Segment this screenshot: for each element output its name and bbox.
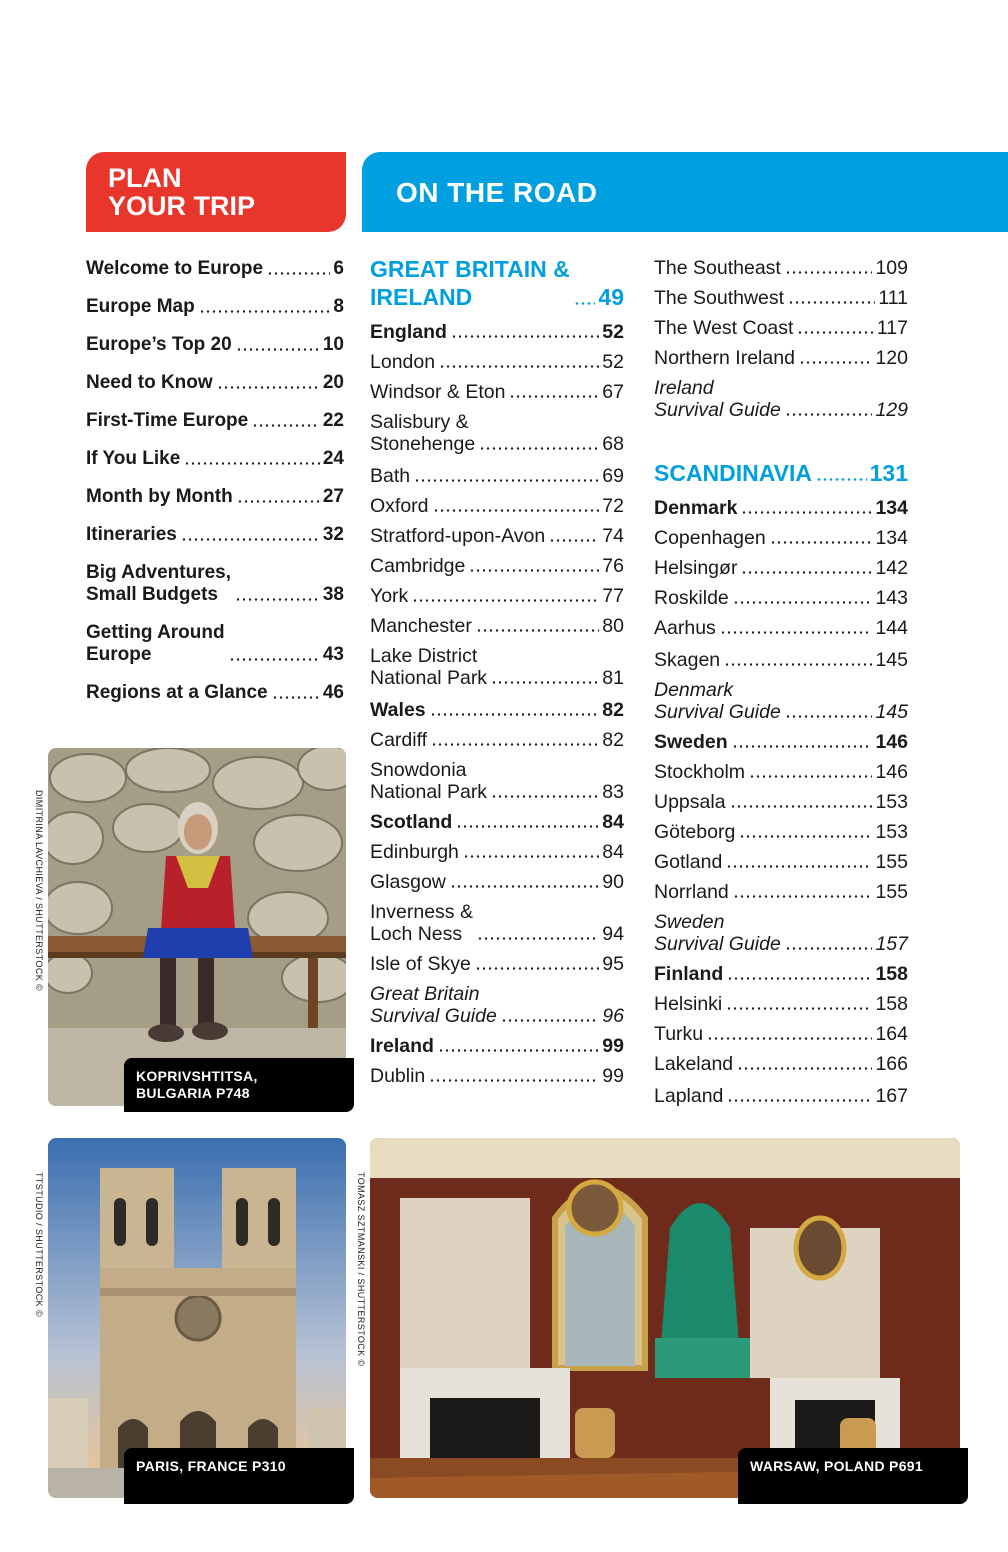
- road-entry-title: Uppsala: [654, 791, 726, 813]
- road-entry-title: Finland: [654, 963, 724, 985]
- road-entry-title: GREAT BRITAIN & IRELAND: [370, 256, 570, 310]
- road-entry-title: Gotland: [654, 851, 723, 873]
- road-entry-title: Manchester: [370, 615, 472, 637]
- road-entry[interactable]: [370, 525, 624, 547]
- dot-leader: [732, 745, 873, 748]
- dot-leader: [450, 885, 599, 888]
- dot-leader: [252, 424, 320, 427]
- road-entry-title: Salisbury & Stonehenge: [370, 411, 476, 455]
- photo-koprivshtitsa: [48, 748, 346, 1106]
- plan-trip-entry[interactable]: [86, 334, 344, 356]
- dot-leader: [741, 571, 872, 574]
- road-entry[interactable]: [370, 699, 624, 721]
- road-entry-page: 99: [602, 1035, 624, 1057]
- dot-leader: [770, 541, 873, 544]
- road-entry[interactable]: [654, 881, 908, 903]
- road-entry-page: 82: [602, 729, 624, 751]
- road-entry-title: Lakeland: [654, 1053, 734, 1075]
- road-entry-page: 94: [602, 923, 624, 945]
- plan-trip-entry-title: Regions at a Glance: [86, 682, 268, 703]
- road-entry-page: 145: [875, 701, 908, 723]
- road-entry-title: The Southwest: [654, 287, 785, 309]
- dot-leader: [707, 1037, 872, 1040]
- road-entry-page: 80: [602, 615, 624, 637]
- road-entry-title: Copenhagen: [654, 527, 766, 549]
- dot-leader: [476, 629, 599, 632]
- plan-trip-entry-title: Getting Around Europe: [86, 622, 225, 665]
- road-entry[interactable]: [370, 1035, 624, 1057]
- road-entry-page: 146: [875, 731, 908, 753]
- road-entry-title: Cardiff: [370, 729, 428, 751]
- road-entry[interactable]: [654, 257, 908, 279]
- plan-trip-entry-title: Europe Map: [86, 296, 195, 317]
- dot-leader: [785, 413, 873, 416]
- dot-leader: [727, 1099, 872, 1102]
- dot-leader: [549, 539, 599, 542]
- road-entry-page: 77: [602, 585, 624, 607]
- plan-trip-entry-title: Need to Know: [86, 372, 213, 393]
- caption-paris: [124, 1448, 354, 1504]
- road-entry[interactable]: [654, 617, 908, 639]
- road-entry-page: 68: [602, 433, 624, 455]
- road-entry-page: 143: [875, 587, 908, 609]
- caption-warsaw: [738, 1448, 968, 1504]
- plan-trip-entry-title: Big Adventures, Small Budgets: [86, 562, 231, 605]
- road-entry-title: Denmark: [654, 497, 738, 519]
- plan-your-trip-banner: [86, 152, 346, 232]
- plan-trip-entry-title: Itineraries: [86, 524, 177, 545]
- road-entry-title: England: [370, 321, 447, 343]
- photo-credit-paris: TTSTUDIO / SHUTTERSTOCK ©: [34, 1172, 44, 1317]
- road-entry[interactable]: [654, 963, 908, 985]
- plan-banner-line1: PLAN: [108, 163, 182, 193]
- dot-leader: [509, 395, 599, 398]
- plan-trip-entry[interactable]: [86, 682, 344, 704]
- road-entry-title: Turku: [654, 1023, 704, 1045]
- road-entry[interactable]: [654, 821, 908, 843]
- road-entry-title: Stratford-upon-Avon: [370, 525, 546, 547]
- road-entry-title: Stockholm: [654, 761, 746, 783]
- dot-leader: [229, 658, 320, 661]
- road-entry-page: 164: [875, 1023, 908, 1045]
- road-entry[interactable]: [370, 759, 624, 803]
- plan-trip-entry[interactable]: [86, 410, 344, 432]
- road-entry-page: 142: [875, 557, 908, 579]
- road-entry[interactable]: [370, 495, 624, 517]
- plan-trip-entry-page: 10: [322, 334, 344, 355]
- road-entry-title: London: [370, 351, 436, 373]
- road-entry-page: 129: [875, 399, 908, 421]
- plan-trip-entry[interactable]: [86, 562, 344, 606]
- plan-trip-entry[interactable]: [86, 296, 344, 318]
- road-entry-page: 120: [875, 347, 908, 369]
- dot-leader: [433, 509, 600, 512]
- dot-leader: [785, 271, 873, 274]
- road-entry-page: 146: [875, 761, 908, 783]
- road-entry[interactable]: [370, 841, 624, 863]
- dot-leader: [267, 272, 330, 275]
- dot-leader: [737, 1067, 872, 1070]
- dot-leader: [439, 365, 599, 368]
- dot-leader: [739, 835, 872, 838]
- road-entry-title: The Southeast: [654, 257, 781, 279]
- road-entry-page: 153: [875, 821, 908, 843]
- road-entry[interactable]: [370, 983, 624, 1027]
- dot-leader: [451, 335, 599, 338]
- road-entry-title: Sweden: [654, 731, 728, 753]
- dot-leader: [726, 1007, 872, 1010]
- road-entry-title: Great Britain Survival Guide: [370, 983, 497, 1027]
- road-entry[interactable]: [370, 555, 624, 577]
- road-entry-page: 49: [598, 284, 624, 310]
- dot-leader: [749, 775, 872, 778]
- road-entry[interactable]: [654, 347, 908, 369]
- road-entry[interactable]: [370, 585, 624, 607]
- photo-credit-bulgaria: DIMITRINA LAVCHIEVA / SHUTTERSTOCK ©: [34, 790, 44, 992]
- road-entry-title: Northern Ireland: [654, 347, 795, 369]
- plan-trip-entry-page: 27: [322, 486, 344, 507]
- road-entry-title: Inverness & Loch Ness: [370, 901, 473, 945]
- dot-leader: [733, 895, 873, 898]
- dot-leader: [788, 301, 875, 304]
- road-entry[interactable]: [654, 649, 908, 671]
- road-entry-page: 144: [875, 617, 908, 639]
- dot-leader: [730, 805, 873, 808]
- plan-trip-entry-page: 38: [322, 584, 344, 605]
- road-entry-title: Edinburgh: [370, 841, 459, 863]
- road-entry-page: 109: [875, 257, 908, 279]
- photo-credit-warsaw: TOMASZ SZTMANSKI / SHUTTERSTOCK ©: [356, 1172, 366, 1367]
- dot-leader: [217, 386, 320, 389]
- dot-leader: [199, 310, 331, 313]
- plan-trip-entry[interactable]: [86, 372, 344, 394]
- on-the-road-banner: [362, 152, 1008, 232]
- road-entry[interactable]: [370, 901, 624, 945]
- dot-leader: [797, 331, 873, 334]
- road-banner-title: ON THE ROAD: [396, 177, 598, 208]
- road-entry-page: 158: [875, 963, 908, 985]
- dot-leader: [491, 681, 599, 684]
- caption-bulgaria-line1: KOPRIVSHTITSA,: [136, 1068, 258, 1084]
- road-entry-title: Oxford: [370, 495, 429, 517]
- road-entry-title: Lake District National Park: [370, 645, 488, 689]
- road-entry-title: Lapland: [654, 1085, 724, 1107]
- road-entry-title: Aarhus: [654, 617, 716, 639]
- dot-leader: [477, 937, 599, 940]
- dot-leader: [726, 865, 872, 868]
- road-entry[interactable]: [370, 645, 624, 689]
- road-entry[interactable]: [654, 1053, 908, 1075]
- caption-bulgaria: [124, 1058, 354, 1112]
- dot-leader: [785, 715, 873, 718]
- plan-trip-entry-page: 20: [322, 372, 344, 393]
- plan-trip-entry-page: 32: [322, 524, 344, 545]
- plan-trip-entry-title: If You Like: [86, 448, 181, 469]
- caption-paris-text: PARIS, FRANCE P310: [136, 1458, 286, 1474]
- road-entry-page: 95: [602, 953, 624, 975]
- caption-bulgaria-line2: BULGARIA P748: [136, 1085, 250, 1101]
- road-entry[interactable]: [654, 587, 908, 609]
- road-entry-title: Isle of Skye: [370, 953, 471, 975]
- dot-leader: [456, 825, 599, 828]
- road-entry[interactable]: [654, 1023, 908, 1045]
- road-entry-page: 111: [878, 287, 908, 309]
- road-entry-page: 83: [602, 781, 624, 803]
- road-entry-page: 90: [602, 871, 624, 893]
- road-entry[interactable]: [370, 255, 624, 311]
- road-entry[interactable]: [654, 731, 908, 753]
- road-entry-page: 166: [875, 1053, 908, 1075]
- road-entry-page: 84: [602, 811, 624, 833]
- road-entry[interactable]: [370, 729, 624, 751]
- dot-leader: [463, 855, 599, 858]
- road-entry-page: 74: [602, 525, 624, 547]
- road-entry-title: Norrland: [654, 881, 729, 903]
- dot-leader: [785, 947, 873, 950]
- photo-warsaw-palace: [370, 1138, 960, 1498]
- road-entry[interactable]: [654, 791, 908, 813]
- road-entry-title: Bath: [370, 465, 411, 487]
- road-entry-title: Windsor & Eton: [370, 381, 506, 403]
- plan-trip-entry-title: First-Time Europe: [86, 410, 249, 431]
- road-entry-page: 81: [602, 667, 624, 689]
- road-entry-page: 52: [602, 351, 624, 373]
- road-entry-page: 117: [876, 317, 908, 339]
- road-entry[interactable]: [654, 287, 908, 309]
- road-entry-page: 96: [602, 1005, 624, 1027]
- plan-trip-entry-title: Europe’s Top 20: [86, 334, 232, 355]
- road-entry[interactable]: [370, 871, 624, 893]
- road-entry[interactable]: [654, 377, 908, 421]
- road-entry[interactable]: [370, 953, 624, 975]
- dot-leader: [430, 713, 600, 716]
- road-entry[interactable]: [370, 615, 624, 637]
- road-entry-title: Scotland: [370, 811, 453, 833]
- photo-notre-dame: [48, 1138, 346, 1498]
- road-entry-page: 72: [602, 495, 624, 517]
- road-entry-page: 69: [602, 465, 624, 487]
- plan-trip-entry-page: 43: [322, 644, 344, 665]
- road-entry-title: Glasgow: [370, 871, 446, 893]
- road-entry-page: 82: [602, 699, 624, 721]
- road-entry-page: 134: [875, 527, 908, 549]
- dot-leader: [574, 302, 596, 305]
- dot-leader: [816, 478, 867, 481]
- road-entry[interactable]: [654, 317, 908, 339]
- plan-trip-entry[interactable]: [86, 448, 344, 470]
- road-entry-title: Skagen: [654, 649, 721, 671]
- road-entry-page: 76: [602, 555, 624, 577]
- road-entry[interactable]: [370, 465, 624, 487]
- road-entry-title: Sweden Survival Guide: [654, 911, 781, 955]
- plan-banner-line2: YOUR TRIP: [108, 191, 256, 221]
- dot-leader: [412, 599, 599, 602]
- plan-trip-entry[interactable]: [86, 486, 344, 508]
- road-entry-page: 155: [875, 851, 908, 873]
- dot-leader: [741, 511, 872, 514]
- dot-leader: [491, 795, 599, 798]
- plan-trip-entry[interactable]: [86, 524, 344, 546]
- road-entry[interactable]: [370, 411, 624, 455]
- road-entry-page: 67: [602, 381, 624, 403]
- dot-leader: [799, 361, 873, 364]
- dot-leader: [469, 569, 599, 572]
- dot-leader: [724, 663, 872, 666]
- plan-trip-entry-page: 22: [322, 410, 344, 431]
- road-entry[interactable]: [370, 811, 624, 833]
- road-entry[interactable]: [370, 1065, 624, 1087]
- plan-trip-entry-page: 6: [333, 258, 344, 279]
- plan-trip-entry[interactable]: [86, 622, 344, 666]
- road-entry-page: 99: [602, 1065, 624, 1087]
- dot-leader: [479, 447, 599, 450]
- road-entry-title: Roskilde: [654, 587, 729, 609]
- plan-trip-entry[interactable]: [86, 258, 344, 280]
- road-entry-page: 167: [875, 1085, 908, 1107]
- road-entry-page: 84: [602, 841, 624, 863]
- road-entry[interactable]: [654, 527, 908, 549]
- road-entry-page: 153: [875, 791, 908, 813]
- warsaw-palace-image: [370, 1138, 960, 1498]
- plan-trip-entry-title: Welcome to Europe: [86, 258, 264, 279]
- plan-trip-entry-page: 24: [322, 448, 344, 469]
- road-entry-title: Ireland Survival Guide: [654, 377, 781, 421]
- road-entry-title: Göteborg: [654, 821, 736, 843]
- road-entry-title: Wales: [370, 699, 426, 721]
- road-entry-title: Helsingør: [654, 557, 738, 579]
- dot-leader: [235, 598, 320, 601]
- road-entry-title: SCANDINAVIA: [654, 460, 813, 486]
- road-entry[interactable]: [654, 993, 908, 1015]
- dot-leader: [181, 538, 320, 541]
- plan-trip-entry-page: 8: [333, 296, 344, 317]
- road-entry[interactable]: [370, 381, 624, 403]
- road-entry-title: Ireland: [370, 1035, 434, 1057]
- road-entry-title: Snowdonia National Park: [370, 759, 488, 803]
- road-entry[interactable]: [654, 679, 908, 723]
- dot-leader: [237, 500, 320, 503]
- road-entry-title: The West Coast: [654, 317, 794, 339]
- road-entry[interactable]: [654, 1085, 908, 1107]
- road-entry-title: York: [370, 585, 409, 607]
- dot-leader: [501, 1019, 599, 1022]
- road-entry-page: 134: [875, 497, 908, 519]
- dot-leader: [438, 1049, 599, 1052]
- road-entry-title: Cambridge: [370, 555, 466, 577]
- road-entry-title: Dublin: [370, 1065, 426, 1087]
- road-entry[interactable]: [654, 761, 908, 783]
- dot-leader: [414, 479, 599, 482]
- road-entry[interactable]: [654, 497, 908, 519]
- notre-dame-image: [48, 1138, 346, 1498]
- plan-trip-entry-title: Month by Month: [86, 486, 233, 507]
- dot-leader: [733, 601, 873, 604]
- road-entry-page: 155: [875, 881, 908, 903]
- dot-leader: [431, 743, 599, 746]
- dot-leader: [475, 967, 600, 970]
- dot-leader: [184, 462, 320, 465]
- road-entry-page: 158: [875, 993, 908, 1015]
- road-entry-page: 131: [869, 460, 908, 486]
- dot-leader: [720, 631, 873, 634]
- road-entry[interactable]: [654, 459, 908, 487]
- caption-warsaw-text: WARSAW, POLAND P691: [750, 1458, 923, 1474]
- road-entry[interactable]: [654, 911, 908, 955]
- road-entry[interactable]: [654, 557, 908, 579]
- dot-leader: [727, 977, 872, 980]
- road-entry-page: 52: [602, 321, 624, 343]
- koprivshtitsa-image: [48, 748, 346, 1106]
- road-entry-page: 145: [875, 649, 908, 671]
- dot-leader: [429, 1079, 599, 1082]
- road-entry-title: Denmark Survival Guide: [654, 679, 781, 723]
- plan-trip-entry-page: 46: [322, 682, 344, 703]
- road-entry[interactable]: [654, 851, 908, 873]
- road-entry[interactable]: [370, 321, 624, 343]
- road-entry-title: Helsinki: [654, 993, 723, 1015]
- road-entry[interactable]: [370, 351, 624, 373]
- road-entry-page: 157: [875, 933, 908, 955]
- dot-leader: [236, 348, 320, 351]
- dot-leader: [272, 696, 320, 699]
